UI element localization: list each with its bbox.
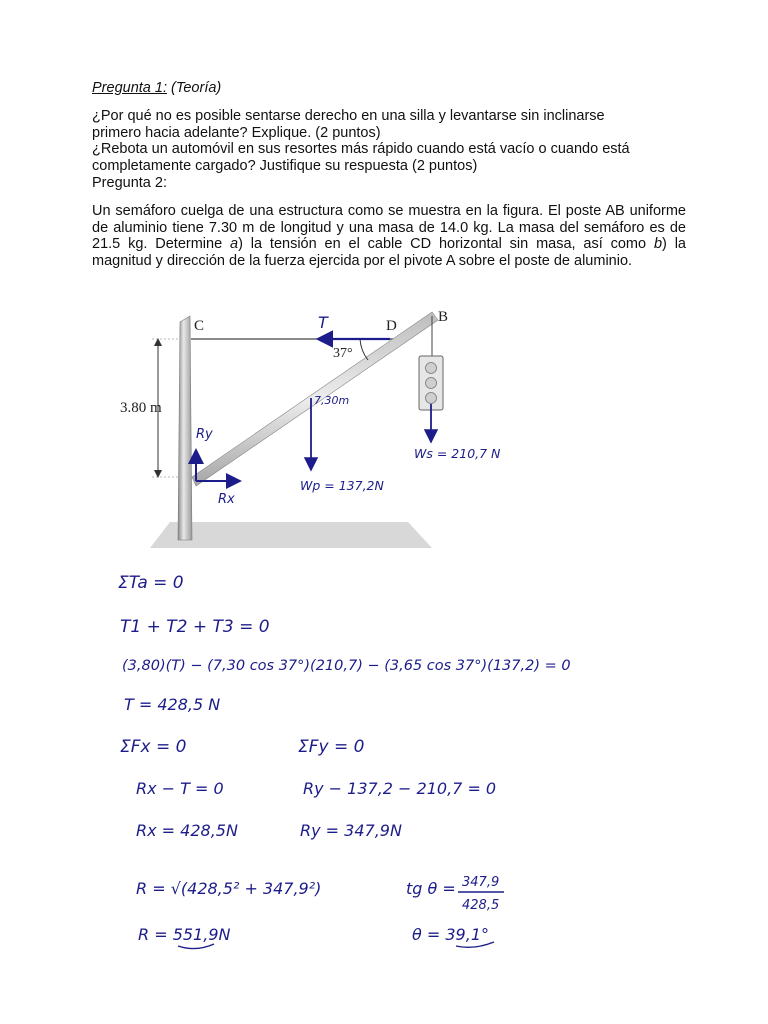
question1-line: ¿Rebota un automóvil en sus resortes más rápido cuando está vacío o cuando está — [92, 141, 630, 157]
question1-subtitle: (Teoría) — [171, 80, 222, 96]
beam-length-label: 7,30m — [314, 394, 350, 407]
ry-label: Ry — [196, 427, 213, 442]
ground-slab — [150, 522, 432, 548]
theta-result: θ = 39,1° — [412, 925, 489, 944]
tension-result: T = 428,5 N — [124, 695, 221, 714]
sum-fx: ΣFx = 0 — [120, 737, 187, 757]
tangent-label: tg θ = — [406, 879, 456, 898]
question2-part-a: a — [230, 236, 239, 253]
question1-line: completamente cargado? Justifique su respuesta (2 puntos) — [92, 157, 478, 174]
point-b-label: B — [438, 309, 449, 325]
resultant-equation: R = √(428,5² + 347,9²) — [136, 879, 322, 898]
fx-equation: Rx − T = 0 — [136, 779, 224, 798]
resultant-result: R = 551,9N — [138, 925, 231, 944]
point-c-label: C — [194, 318, 205, 334]
light-lamp — [426, 363, 437, 374]
height-label: 3.80 m — [120, 400, 162, 416]
beam-weight-label: Wp = 137,2N — [300, 478, 384, 493]
question1-label: Pregunta 1: — [92, 80, 167, 96]
tangent-numerator: 347,9 — [462, 875, 500, 890]
point-d-label: D — [386, 318, 397, 334]
tangent-denominator: 428,5 — [462, 898, 500, 913]
torque-terms: T1 + T2 + T3 = 0 — [120, 617, 270, 637]
torque-sum: ΣTa = 0 — [118, 573, 184, 593]
torque-equation: (3,80)(T) − (7,30 cos 37°)(210,7) − (3,65 cos 37°)(137,2) = 0 — [122, 658, 571, 674]
rx-label: Rx — [218, 492, 235, 507]
question2-text-a: Un semáforo cuelga de una estructura como se muestra en la figura. El poste AB uniforme de aluminio tiene 7.30 m de longitud y una masa de 14.0 kg. La masa del semáforo es de 21.5 kg. Determine — [92, 203, 686, 253]
light-lamp — [426, 378, 437, 389]
light-weight-label: Ws = 210,7 N — [414, 446, 501, 461]
question2-text-c: ) la magnitud y dirección de la fuerza ejercida por el pivote A sobre el poste de aluminio. — [92, 236, 686, 269]
question2-part-b: b — [653, 236, 663, 253]
angle-label: 37° — [333, 346, 353, 361]
sum-fy: ΣFy = 0 — [298, 737, 365, 757]
light-lamp — [426, 393, 437, 404]
fy-equation: Ry − 137,2 − 210,7 = 0 — [303, 779, 497, 798]
ry-result: Ry = 347,9N — [300, 821, 402, 840]
tension-label: T — [318, 313, 328, 332]
question1-line: ¿Por qué no es posible sentarse derecho en una silla y levantarse sin inclinarse — [92, 108, 605, 124]
result-underline — [178, 944, 214, 949]
question2-heading: Pregunta 2: — [92, 175, 167, 191]
question2-text-b: ) la tensión en el cable CD horizontal sin masa, así como — [238, 236, 654, 253]
question1-line: primero hacia adelante? Explique. (2 puntos) — [92, 124, 381, 141]
vertical-pole — [178, 316, 192, 540]
rx-result: Rx = 428,5N — [136, 821, 238, 840]
